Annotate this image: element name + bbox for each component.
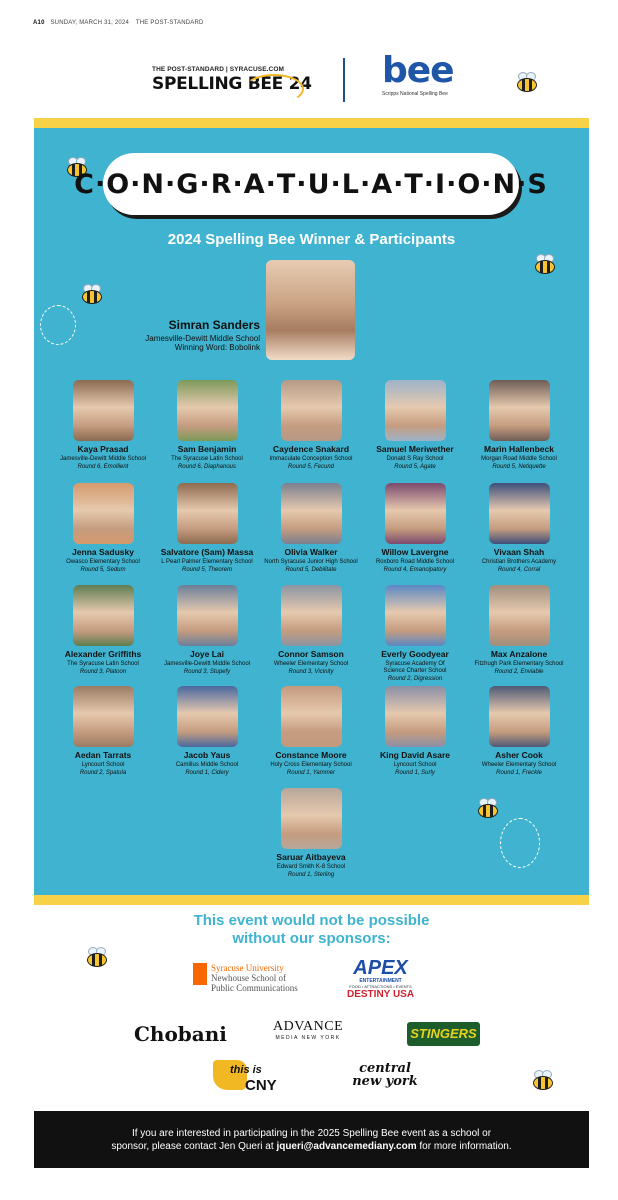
participant-round-word: Round 4, Corral (497, 567, 541, 573)
advance-main: ADVANCE (273, 1019, 344, 1034)
participant-name: Joye Lai (189, 649, 225, 659)
participant-card (464, 483, 574, 573)
participant-name: Aedan Tarrats (74, 750, 132, 760)
bee-icon (514, 72, 540, 94)
winner-school: Jamesville-Dewitt Middle School (145, 334, 260, 343)
bee-icon (79, 284, 105, 306)
participant-card (152, 483, 262, 573)
participant-photo (281, 380, 342, 441)
panel-subtitle: 2024 Spelling Bee Winner & Participants (167, 231, 456, 248)
participant-card (256, 483, 366, 573)
participant-round-word: Round 1, Surly (395, 770, 435, 776)
this-is-cny-logo (210, 1060, 290, 1098)
cny-line2: CNY (245, 1077, 277, 1094)
scripps-bee-logo (382, 52, 454, 97)
logo-left-year: 24 (288, 74, 312, 94)
participant-name: Jacob Yaus (183, 750, 231, 760)
bee-icon (530, 1070, 556, 1092)
participant-photo (177, 380, 238, 441)
participant-round-word: Round 5, Fecund (287, 464, 335, 470)
participant-round-word: Round 4, Emancipatory (383, 567, 447, 573)
participant-round-word: Round 5, Agate (394, 464, 436, 470)
participant-photo (489, 483, 550, 544)
participant-round-word: Round 3, Platoon (79, 669, 127, 675)
participant-photo (73, 585, 134, 646)
participant-school: Owasco Elementary School (66, 559, 140, 565)
participant-card (256, 686, 366, 776)
logo-swirl (244, 74, 304, 104)
masthead-paper: THE POST-STANDARD (135, 20, 204, 26)
advance-media-logo (273, 1019, 343, 1041)
participant-card (152, 380, 262, 470)
participant-photo (73, 686, 134, 747)
participant-card (48, 585, 158, 675)
footer-line2-post: for more information. (416, 1141, 512, 1152)
participant-card (48, 686, 158, 776)
participant-photo (385, 686, 446, 747)
winner-name: Simran Sanders (168, 318, 260, 332)
participant-name: Saruar Aitbayeva (276, 852, 346, 862)
participant-card (464, 585, 574, 675)
participant-photo (281, 788, 342, 849)
participant-card (360, 585, 470, 682)
masthead (33, 20, 204, 26)
participant-school: Morgan Road Middle School (481, 456, 557, 462)
participant-school: The Syracuse Latin School (171, 456, 243, 462)
logo-left-top: THE POST-STANDARD | SYRACUSE.COM (152, 66, 285, 73)
participant-name: Olivia Walker (284, 547, 338, 557)
participant-photo (385, 380, 446, 441)
participant-school: Lyncourt School (393, 762, 437, 768)
participant-photo (281, 585, 342, 646)
participant-round-word: Round 3, Stupefy (183, 669, 231, 675)
participant-school: Syracuse Academy Of Science Charter School (383, 661, 447, 674)
participant-round-word: Round 6, Emollient (77, 464, 129, 470)
dashed-flight-path (40, 305, 76, 345)
participant-photo (489, 686, 550, 747)
participant-round-word: Round 1, Cidery (185, 770, 229, 776)
participant-school: L Pearl Palmer Elementary School (161, 559, 253, 565)
footer-line2-pre: sponsor, please contact Jen Queri at (111, 1141, 277, 1152)
participant-name: King David Asare (379, 750, 451, 760)
central-line2: new york (352, 1074, 418, 1089)
participant-photo (73, 380, 134, 441)
participant-school: The Syracuse Latin School (67, 661, 139, 667)
contact-footer (34, 1111, 589, 1168)
participant-card (464, 380, 574, 470)
participant-round-word: Round 2, Enviable (494, 669, 544, 675)
participant-name: Alexander Griffiths (64, 649, 142, 659)
participant-card (152, 686, 262, 776)
participant-school: Fitzhugh Park Elementary School (474, 661, 564, 667)
sponsors-heading (34, 912, 589, 948)
participant-school: Lyncourt School (81, 762, 125, 768)
participant-name: Connor Samson (278, 649, 344, 659)
bee-icon (532, 254, 558, 276)
participant-card (464, 686, 574, 776)
advance-sub: MEDIA NEW YORK (275, 1035, 341, 1041)
participant-photo (385, 483, 446, 544)
participant-school: Jamesville-Dewitt Middle School (163, 661, 251, 667)
participant-photo (73, 483, 134, 544)
syracuse-newhouse-logo (211, 963, 298, 993)
participant-name: Samuel Meriwether (376, 444, 454, 454)
logo-divider (343, 58, 345, 102)
participant-round-word: Round 5, Theorem (181, 567, 233, 573)
participant-round-word: Round 5, Debilitate (285, 567, 337, 573)
participant-school: North Syracuse Junior High School (264, 559, 358, 565)
participant-name: Constance Moore (275, 750, 347, 760)
participant-name: Salvatore (Sam) Massa (160, 547, 254, 557)
participant-round-word: Round 5, Sedum (80, 567, 126, 573)
participant-card (152, 585, 262, 675)
participant-school: Jamesville-Dewitt Middle School (59, 456, 147, 462)
winner-photo (266, 260, 355, 360)
bee-icon (475, 798, 501, 820)
participant-photo (177, 686, 238, 747)
sponsors-heading-line2: without our sponsors: (232, 930, 391, 947)
central-line1: central (359, 1061, 411, 1076)
participant-photo (177, 585, 238, 646)
central-new-york-logo (345, 1062, 425, 1088)
participant-name: Willow Lavergne (381, 547, 449, 557)
chobani-logo: Chobani (134, 1022, 227, 1046)
participant-card (256, 788, 366, 878)
participant-photo (177, 483, 238, 544)
participant-school: Donald S Ray School (386, 456, 444, 462)
participant-school: Christian Brothers Academy (481, 559, 557, 565)
participant-card (256, 585, 366, 675)
logo-right-main: bee (382, 50, 454, 91)
footer-line1: If you are interested in participating in the 2025 Spelling Bee event as a school or (131, 1128, 492, 1139)
participant-round-word: Round 2, Spatula (79, 770, 127, 776)
participant-card (360, 483, 470, 573)
contact-email-link[interactable]: jqueri@advancemediany.com (276, 1141, 417, 1152)
su-line1: Syracuse University (211, 963, 284, 973)
su-line2: Newhouse School of (211, 973, 286, 983)
participant-photo (489, 380, 550, 441)
apex-destiny: DESTINY USA (347, 989, 415, 1000)
participant-name: Asher Cook (495, 750, 543, 760)
participant-school: Wheeler Elementary School (481, 762, 557, 768)
sponsors-heading-line1: This event would not be possible (193, 912, 430, 929)
participant-card (360, 686, 470, 776)
participant-school: Camillus Middle School (175, 762, 239, 768)
apex-tag: FOOD • ATTRACTIONS • EVENTS (349, 984, 412, 989)
stingers-logo: STINGERS (407, 1022, 480, 1046)
participant-round-word: Round 1, Sterling (287, 872, 335, 878)
participant-name: Max Anzalone (490, 649, 548, 659)
spelling-bee-24-logo (152, 66, 312, 106)
participant-round-word: Round 3, Vicinity (288, 669, 334, 675)
apex-entertainment-logo (347, 958, 414, 1000)
participant-card (48, 483, 158, 573)
logo-right-tag: Scripps National Spelling Bee (382, 91, 448, 97)
logo-left-main: SPELLING BEE (152, 74, 283, 94)
apex-main: APEX (353, 957, 408, 979)
participant-card (360, 380, 470, 470)
masthead-date: SUNDAY, MARCH 31, 2024 (50, 20, 130, 26)
participant-round-word: Round 5, Netiquette (492, 464, 546, 470)
participant-round-word: Round 2, Digression (387, 676, 443, 682)
participant-card (48, 380, 158, 470)
participant-round-word: Round 6, Diaphanous (177, 464, 237, 470)
congratulations-banner (74, 153, 548, 215)
participant-round-word: Round 1, Yammer (286, 770, 336, 776)
page-number: A10 (33, 20, 45, 26)
participant-name: Marin Hallenbeck (484, 444, 554, 454)
cny-line1: this is (230, 1064, 262, 1076)
syracuse-university-s-icon (193, 963, 207, 985)
participant-school: Immaculate Conception School (269, 456, 353, 462)
participant-school: Edward Smith K-8 School (276, 864, 346, 870)
participant-school: Wheeler Elementary School (273, 661, 349, 667)
participant-round-word: Round 1, Freckle (496, 770, 542, 776)
participant-name: Sam Benjamin (177, 444, 237, 454)
participant-school: Holy Cross Elementary School (270, 762, 352, 768)
participant-photo (489, 585, 550, 646)
participant-name: Everly Goodyear (381, 649, 449, 659)
participant-photo (281, 686, 342, 747)
participant-school: Roxboro Road Middle School (375, 559, 455, 565)
participant-name: Caydence Snakard (272, 444, 350, 454)
bee-icon (84, 947, 110, 969)
participant-card (256, 380, 366, 470)
participant-name: Kaya Prasad (77, 444, 129, 454)
participant-name: Jenna Sadusky (72, 547, 134, 557)
participant-name: Vivaan Shah (493, 547, 545, 557)
dashed-flight-path (500, 818, 540, 868)
participant-photo (385, 585, 446, 646)
su-line3: Public Communications (211, 983, 298, 993)
participant-photo (281, 483, 342, 544)
winner-info (110, 318, 260, 352)
apex-sub: ENTERTAINMENT (359, 978, 402, 984)
winner-word: Winning Word: Bobolink (174, 343, 260, 352)
congratulations-title: C·O·N·G·R·A·T·U·L·A·T·I·O·N·S (74, 168, 548, 200)
